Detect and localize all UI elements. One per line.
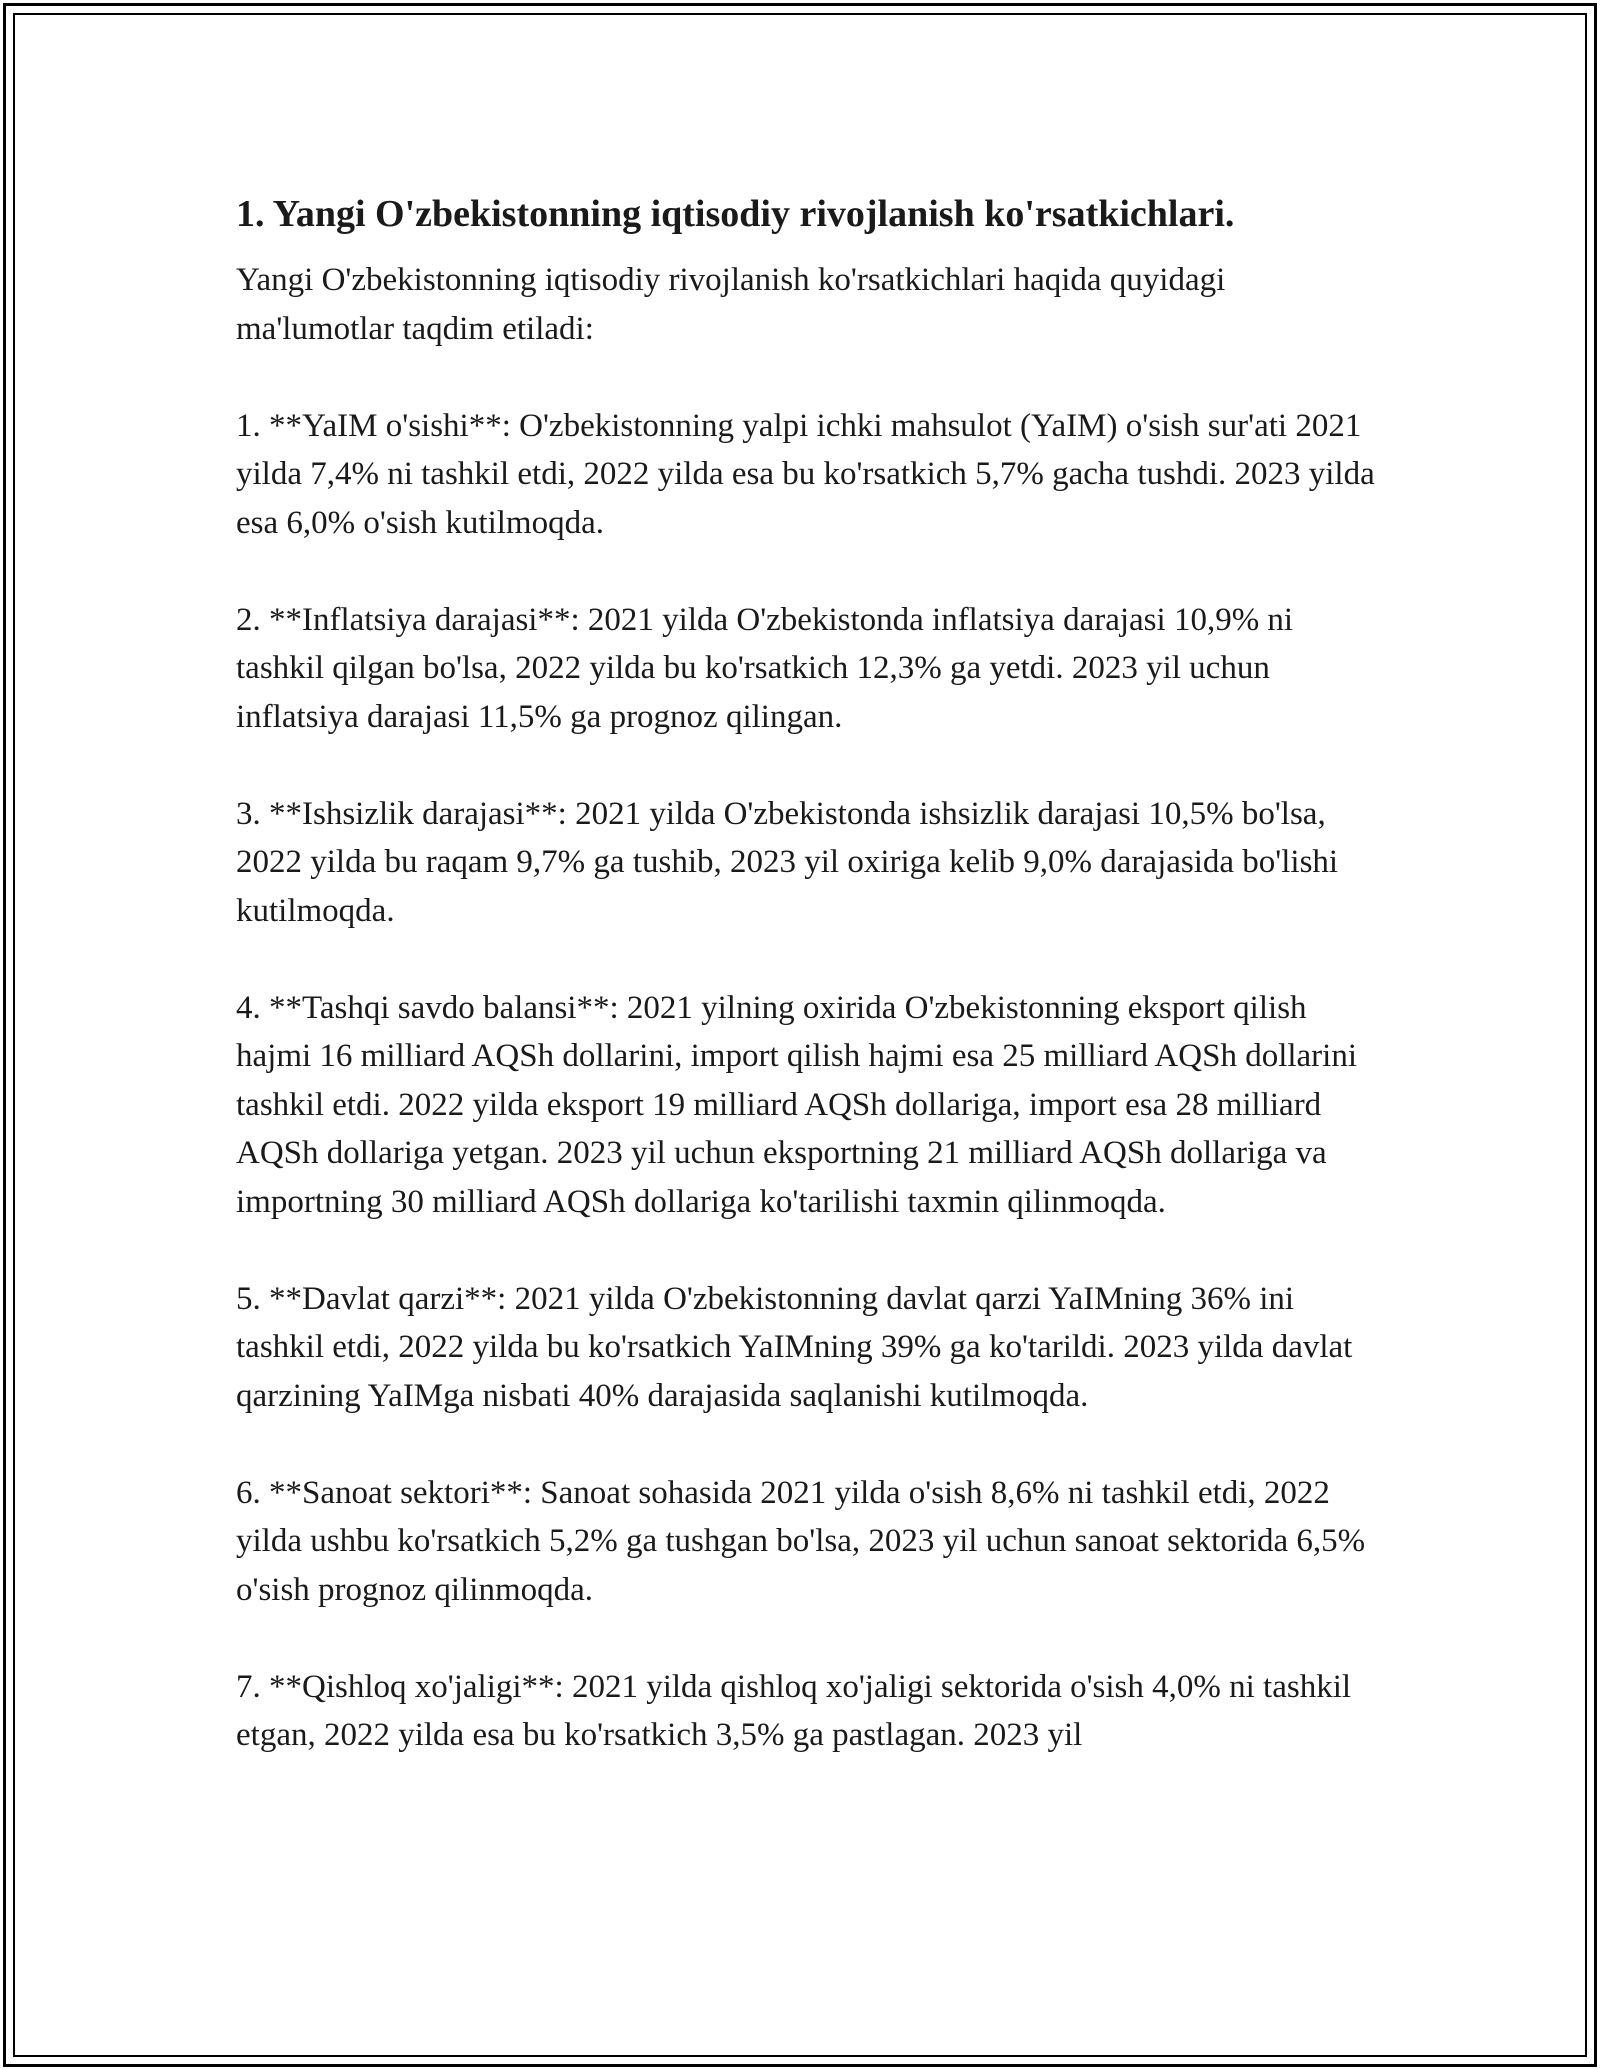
document-body: [236, 186, 1381, 1808]
industry-paragraph: 6. **Sanoat sektori**: Sanoat sohasida 2021 yilda o'sish 8,6% ni tashkil etdi, 2022 yilda ushbu ko'rsatkich 5,2% ga tushgan bo'lsa, 2023 yil uchun sanoat sektorida 6,5% o'sish prognoz qilinmoqda.: [236, 1474, 1366, 1608]
agriculture-paragraph: 7. **Qishloq xo'jaligi**: 2021 yilda qishloq xo'jaligi sektorida o'sish 4,0% ni tashkil etgan, 2022 yilda esa bu ko'rsatkich 3,5% ga pastlagan. 2023 yil: [236, 1668, 1352, 1753]
foreign-trade-paragraph: 4. **Tashqi savdo balansi**: 2021 yilning oxirida O'zbekistonning eksport qilish hajmi 16 milliard AQSh dollarini, import qilish hajmi esa 25 milliard AQSh dollarini tashkil etdi. 2022 yilda eksport 19 milliard AQSh dollariga, import esa 28 milliard AQSh dollariga yetgan. 2023 yil uchun eksportning 21 milliard AQSh dollariga va importning 30 milliard AQSh dollariga ko'tarilishi taxmin qilinmoqda.: [236, 989, 1358, 1220]
public-debt-paragraph: 5. **Davlat qarzi**: 2021 yilda O'zbekistonning davlat qarzi YaIMning 36% ini tashkil etdi, 2022 yilda bu ko'rsatkich YaIMning 39% ga ko'tarildi. 2023 yilda davlat qarzining YaIMga nisbati 40% darajasida saqlanishi kutilmoqda.: [236, 1280, 1353, 1414]
document-title: 1. Yangi O'zbekistonning iqtisodiy rivojlanish ko'rsatkichlari.: [236, 193, 1235, 235]
inflation-paragraph: 2. **Inflatsiya darajasi**: 2021 yilda O'zbekistonda inflatsiya darajasi 10,9% ni tashkil qilgan bo'lsa, 2022 yilda bu ko'rsatkich 12,3% ga yetdi. 2023 yil uchun inflatsiya darajasi 11,5% ga prognoz qilingan.: [236, 601, 1294, 735]
unemployment-paragraph: 3. **Ishsizlik darajasi**: 2021 yilda O'zbekistonda ishsizlik darajasi 10,5% bo'lsa, 2022 yilda bu raqam 9,7% ga tushib, 2023 yil oxiriga kelib 9,0% darajasida bo'lishi kutilmoqda.: [236, 795, 1339, 929]
gdp-growth-paragraph: 1. **YaIM o'sishi**: O'zbekistonning yalpi ichki mahsulot (YaIM) o'sish sur'ati 2021 yilda 7,4% ni tashkil etdi, 2022 yilda esa bu ko'rsatkich 5,7% gacha tushdi. 2023 yilda esa 6,0% o'sish kutilmoqda.: [236, 407, 1375, 541]
intro-paragraph: Yangi O'zbekistonning iqtisodiy rivojlanish ko'rsatkichlari haqida quyidagi ma'lumotlar taqdim etiladi:: [236, 262, 1226, 347]
